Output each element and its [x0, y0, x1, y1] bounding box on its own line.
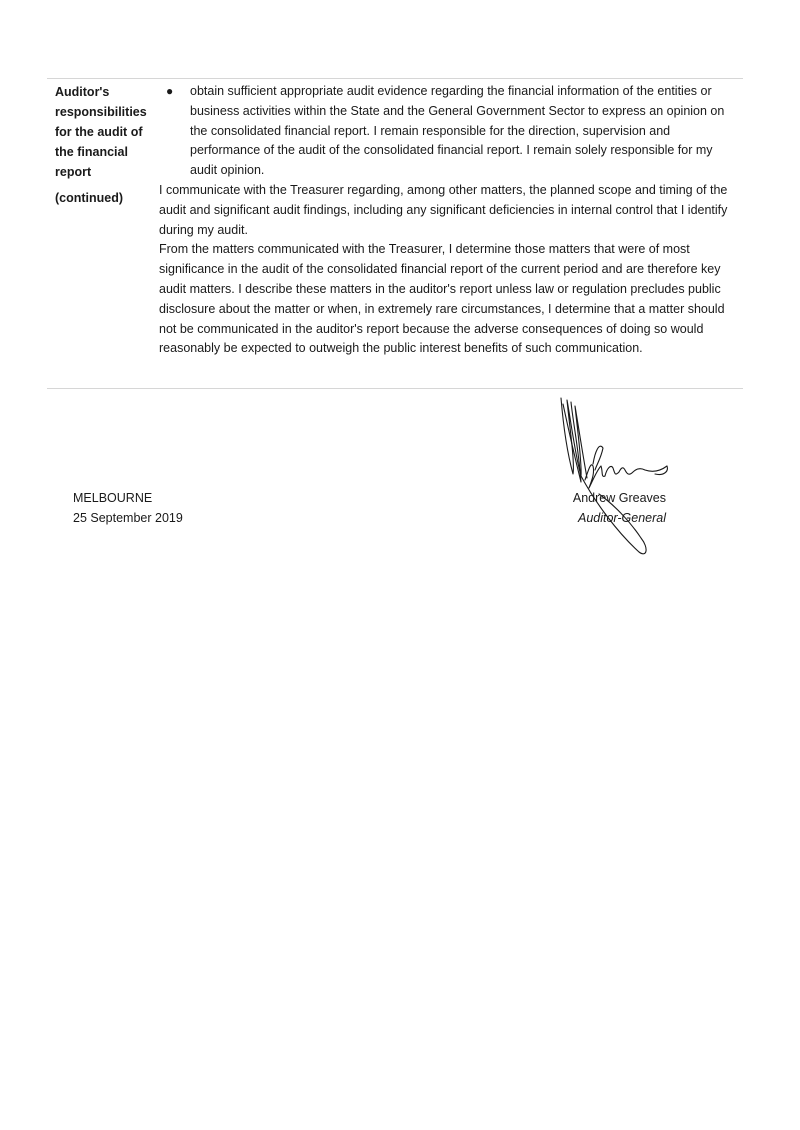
signatory-title: Auditor-General	[577, 511, 666, 525]
top-divider	[47, 78, 743, 79]
section-heading-line: responsibilities	[55, 105, 147, 119]
section-heading-line: the financial	[55, 145, 128, 159]
section-heading	[55, 82, 155, 208]
bullet-text: obtain sufficient appropriate audit evidence regarding the financial information of the entities or business activities within the State and the General Government Sector to express an opinion on the consolidated financial report. I remain responsible for the direction, supervision and performance of the audit of the consolidated financial report. I remain solely responsible for my audit opinion.	[190, 84, 725, 178]
section-heading-line: report	[55, 165, 92, 179]
signatory-block	[560, 488, 666, 528]
place-date-block	[73, 488, 183, 528]
bullet-item	[159, 82, 739, 181]
paragraph-key-audit-matters: From the matters communicated with the Treasurer, I determine those matters that were of most significance in the audit of the consolidated financial report of the current period and are therefore key audit matters. I describe these matters in the auditor's report unless law or regulation precludes public disclosure about the matter or when, in extremely rare circumstances, I determine that a matter should not be communicated in the auditor's report because the adverse consequences of doing so would reasonably be expected to outweigh the public interest benefits of such communication.	[159, 242, 725, 356]
bullet-icon: ●	[166, 84, 174, 98]
bottom-divider	[47, 388, 743, 389]
signatory-name: Andrew Greaves	[572, 491, 666, 505]
date: 25 September 2019	[73, 511, 183, 525]
place: MELBOURNE	[73, 491, 153, 505]
continued-label: (continued)	[55, 191, 124, 205]
handwritten-signature	[555, 392, 675, 562]
section-heading-line: for the audit of	[55, 125, 143, 139]
section-body	[159, 82, 739, 359]
paragraph-communication: I communicate with the Treasurer regarding, among other matters, the planned scope and timing of the audit and significant audit findings, including any significant deficiencies in internal control that I identify during my audit.	[159, 182, 728, 237]
section-heading-line: Auditor's	[55, 85, 110, 99]
